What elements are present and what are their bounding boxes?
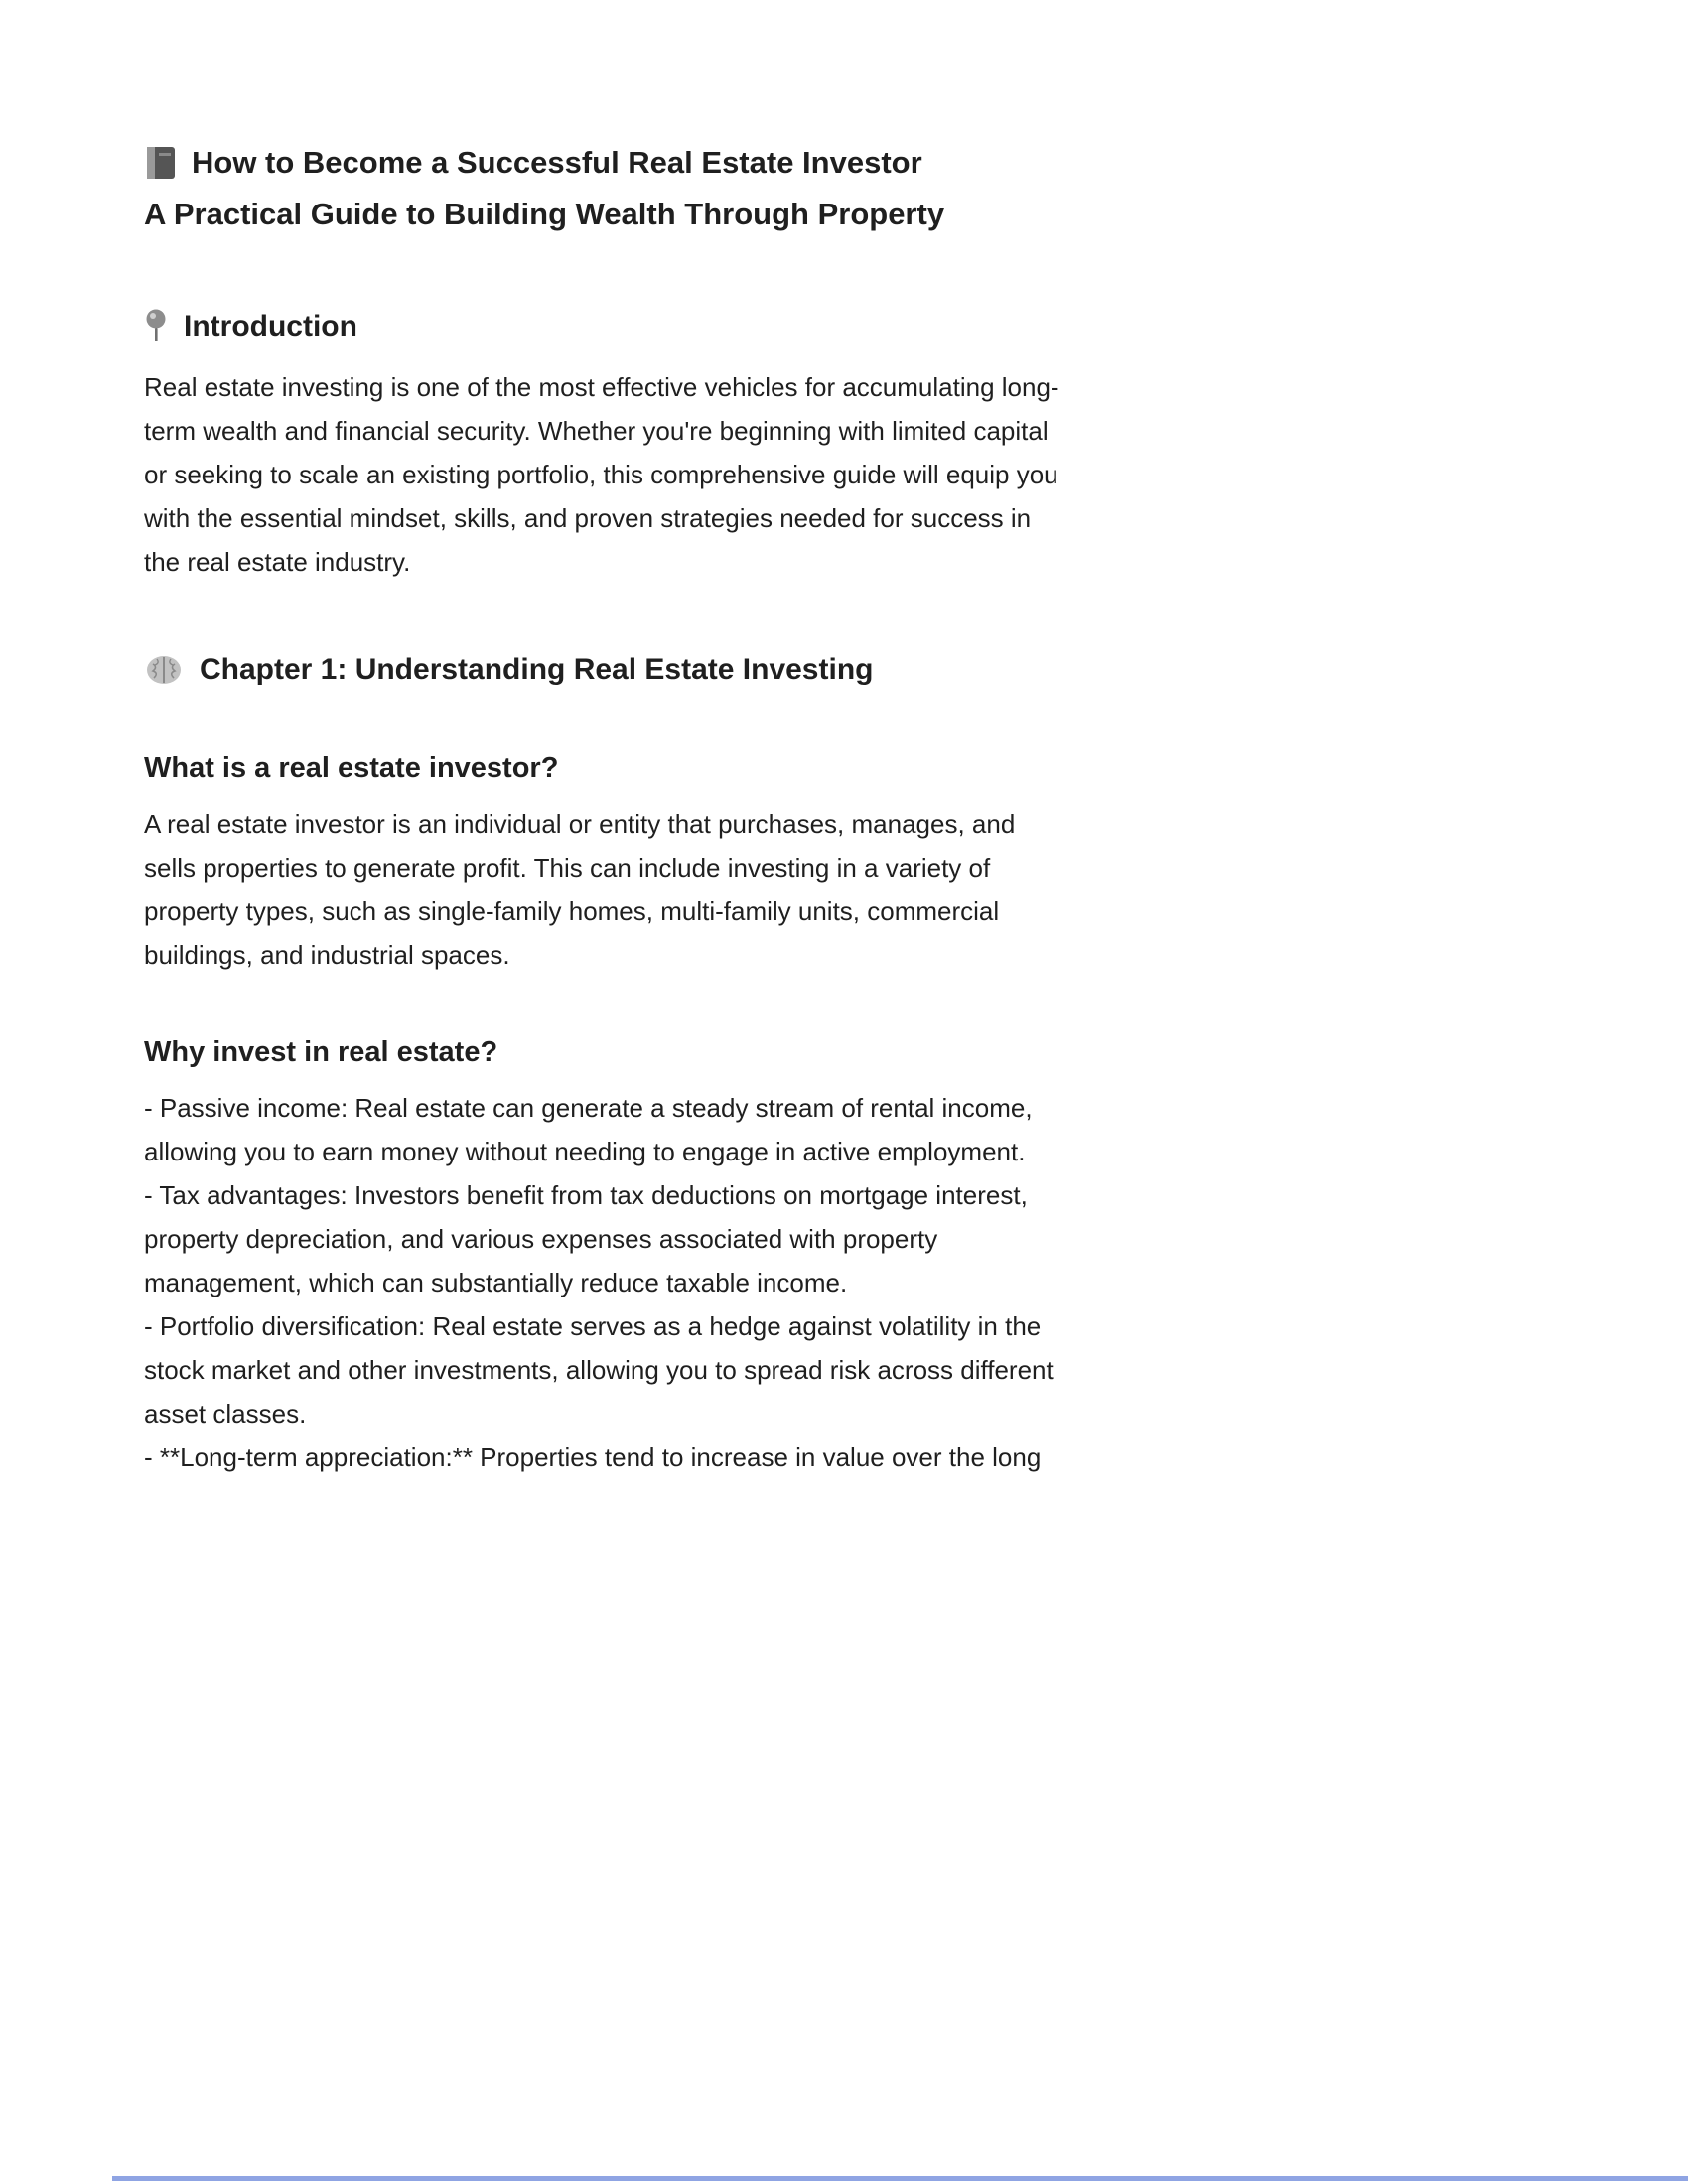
section-heading-text: Introduction [184,310,357,342]
document-title [144,137,1067,189]
list-item-tax-advantages: - Tax advantages: Investors benefit from tax deductions on mortgage interest, property depreciation, and various expenses associated with property management, which can substantially reduce taxable income. [144,1180,1028,1297]
subheading-why-invest: Why invest in real estate? [144,1036,498,1068]
book-icon [144,145,178,181]
list-item-portfolio-diversification: - Portfolio diversification: Real estate serves as a hedge against volatility in the stock market and other investments, allowing you to spread risk across different asset classes. [144,1311,1054,1429]
what-is-investor-paragraph: A real estate investor is an individual or entity that purchases, manages, and sells properties to generate profit. This can include investing in a variety of property types, such as single-family homes, multi-family units, commercial buildings, and industrial spaces. [144,809,1016,970]
list-item-long-term-appreciation: - **Long-term appreciation:** Properties tend to increase in value over the long [144,1442,1042,1472]
section-heading-text: Chapter 1: Understanding Real Estate Investing [200,653,874,686]
subheading-what-is-investor: What is a real estate investor? [144,752,559,784]
pushpin-icon [144,308,168,345]
why-invest-list [144,1086,1067,1479]
document-subtitle [144,189,1067,240]
page-bottom-rule [112,2176,1688,2181]
document-subtitle-text: A Practical Guide to Building Wealth Through Property [144,197,945,231]
section-heading-introduction [144,304,1067,349]
brain-icon [144,653,184,687]
list-item-passive-income: - Passive income: Real estate can generate a steady stream of rental income, allowing you to earn money without needing to engage in active employment. [144,1093,1033,1166]
section-heading-chapter-1 [144,647,1067,693]
document-title-text: How to Become a Successful Real Estate Investor [192,145,922,180]
document-page [144,137,1067,1479]
intro-paragraph: Real estate investing is one of the most effective vehicles for accumulating long-term wealth and financial security. Whether you're beginning with limited capital or seeking to scale an existing portfolio, this comprehensive guide will equip you with the essential mindset, skills, and proven strategies needed for success in the real estate industry. [144,372,1059,577]
